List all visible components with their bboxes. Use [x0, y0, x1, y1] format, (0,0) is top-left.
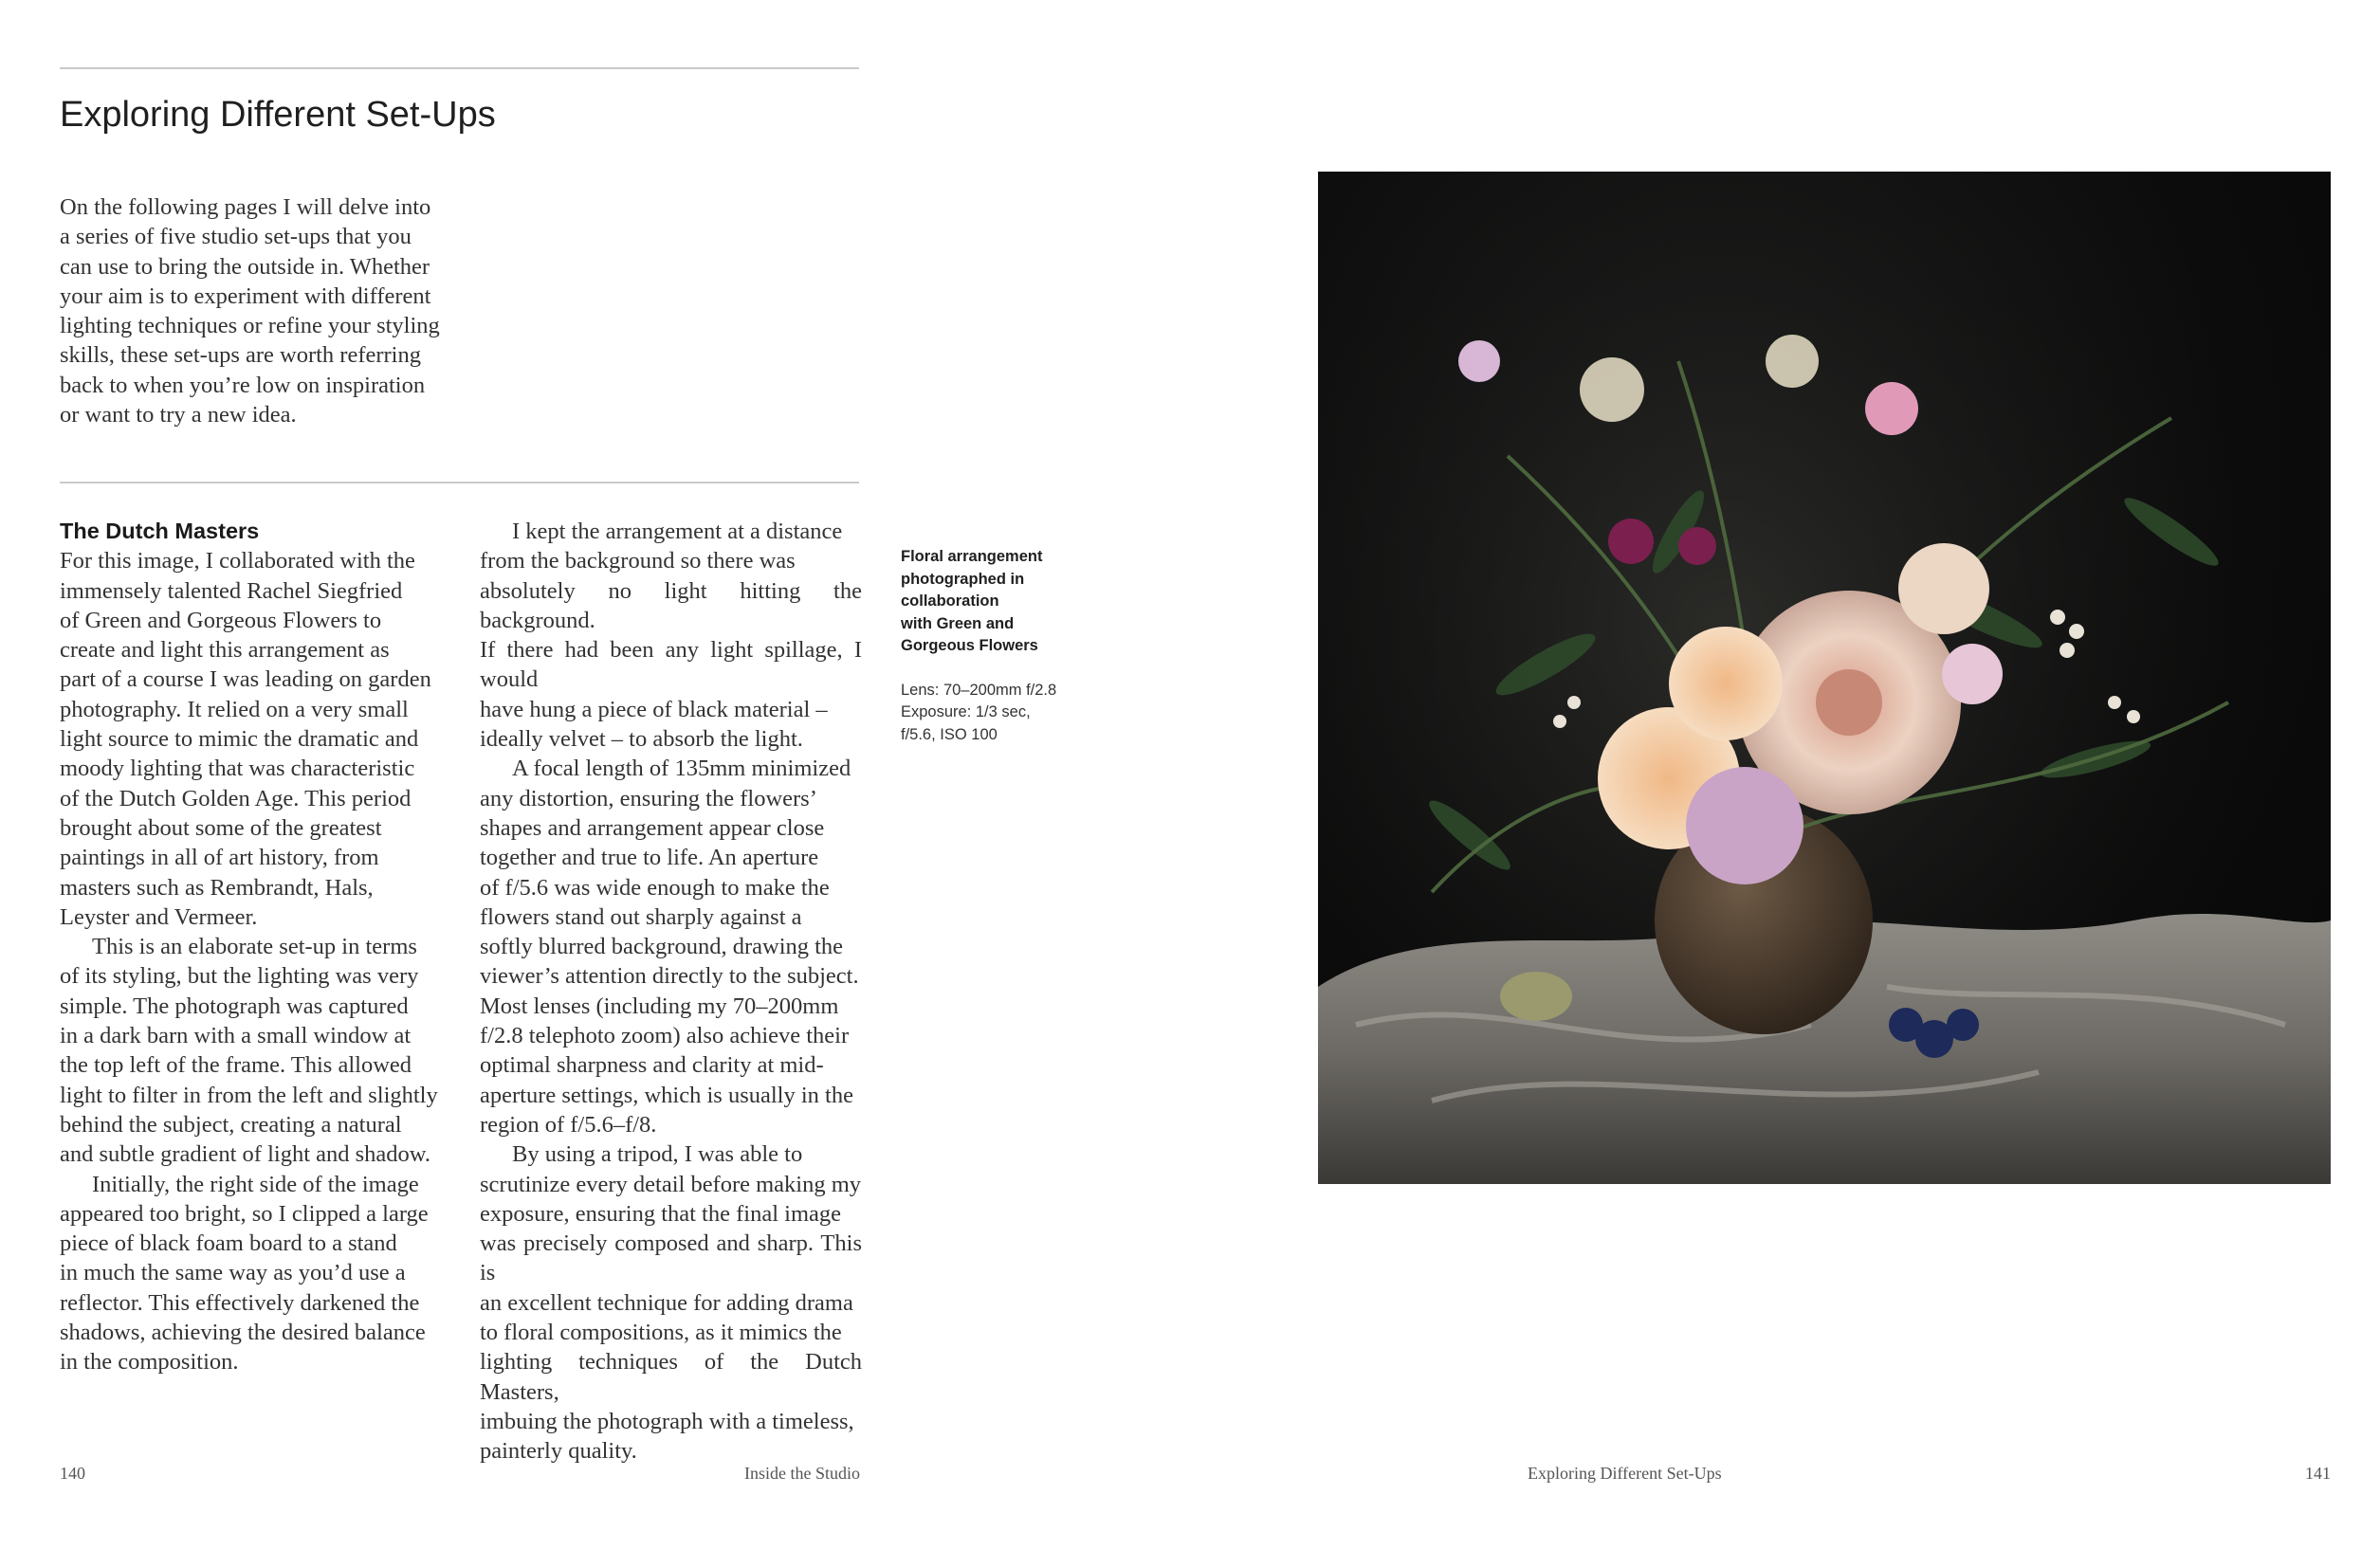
intro-paragraph: On the following pages I will delve into a series of five studio set-ups that you can use to bring the outside in. Whether your aim is to experiment with different lighting techniques or refine your styling skills, these set-ups are worth referring back to when you’re low on inspiration or want to try a new idea. — [60, 194, 440, 428]
section-title: Exploring Different Set-Ups — [60, 95, 496, 135]
right-page-number: 141 — [2305, 1464, 2331, 1483]
top-rule — [60, 67, 859, 69]
article-column-2 — [480, 517, 862, 1467]
photo-caption — [901, 524, 1138, 768]
article-column-1 — [60, 517, 442, 1377]
article-subhead: The Dutch Masters — [60, 519, 260, 543]
caption-details: Lens: 70–200mm f/2.8 Exposure: 1/3 sec, f/5.6, ISO 100 — [901, 681, 1057, 743]
body-paragraph: By using a tripod, I was able to scrutinize every detail before making my exposure, ensuring that the final image was precisely composed and sharp. This is an excellent technique for adding drama to floral compositions, as it mimics the lighting techniques of the Dutch Masters, imbuing the photograph with a timeless, painterly quality. — [480, 1141, 862, 1465]
body-paragraph: A focal length of 135mm minimized any distortion, ensuring the flowers’ shapes and arrangement appear close together and true to life. An aperture of f/5.6 was wide enough to make the flowers stand out sharply against a softly blurred background, drawing the viewer’s attention directly to the subject. Most lenses (including my 70–200mm f/2.8 telephoto zoom) also achieve their optimal sharpness and clarity at mid- aperture settings, which is usually in the region of f/5.6–f/8. — [480, 756, 859, 1138]
body-paragraph: For this image, I collaborated with the immensely talented Rachel Siegfried of Green and Gorgeous Flowers to create and light this arrangement as part of a course I was leading on garden photography. It relied on a very small light source to mimic the dramatic and moody lighting that was characteristic of the Dutch Golden Age. This period brought about some of the greatest paintings in all of art history, from masters such as Rembrandt, Hals, Leyster and Vermeer. — [60, 548, 431, 930]
body-paragraph: I kept the arrangement at a distance from the background so there was absolutely no light hitting the background. If there had been any light spillage, I would have hung a piece of black material – ideally velvet – to absorb the light. — [480, 519, 862, 753]
body-paragraph: Initially, the right side of the image appeared too bright, so I clipped a large piece of black foam board to a stand in much the same way as you’d use a reflector. This effectively darkened the shadows, achieving the desired balance in the composition. — [60, 1171, 429, 1376]
left-page-number: 140 — [60, 1464, 85, 1483]
floral-arrangement-photo — [1318, 172, 2331, 1184]
floral-arrangement-illustration — [1318, 172, 2331, 1184]
caption-title: Floral arrangement photographed in collaboration with Green and Gorgeous Flowers — [901, 548, 1043, 655]
right-running-head: Exploring Different Set-Ups — [1528, 1464, 1722, 1483]
body-paragraph: This is an elaborate set-up in terms of its styling, but the lighting was very simple. The photograph was captured in a dark barn with a small window at the top left of the frame. This allowed light to filter in from the left and slightly behind the subject, creating a natural and subtle gradient of light and shadow. — [60, 934, 438, 1168]
section-divider — [60, 482, 859, 483]
left-running-head: Inside the Studio — [744, 1464, 860, 1483]
